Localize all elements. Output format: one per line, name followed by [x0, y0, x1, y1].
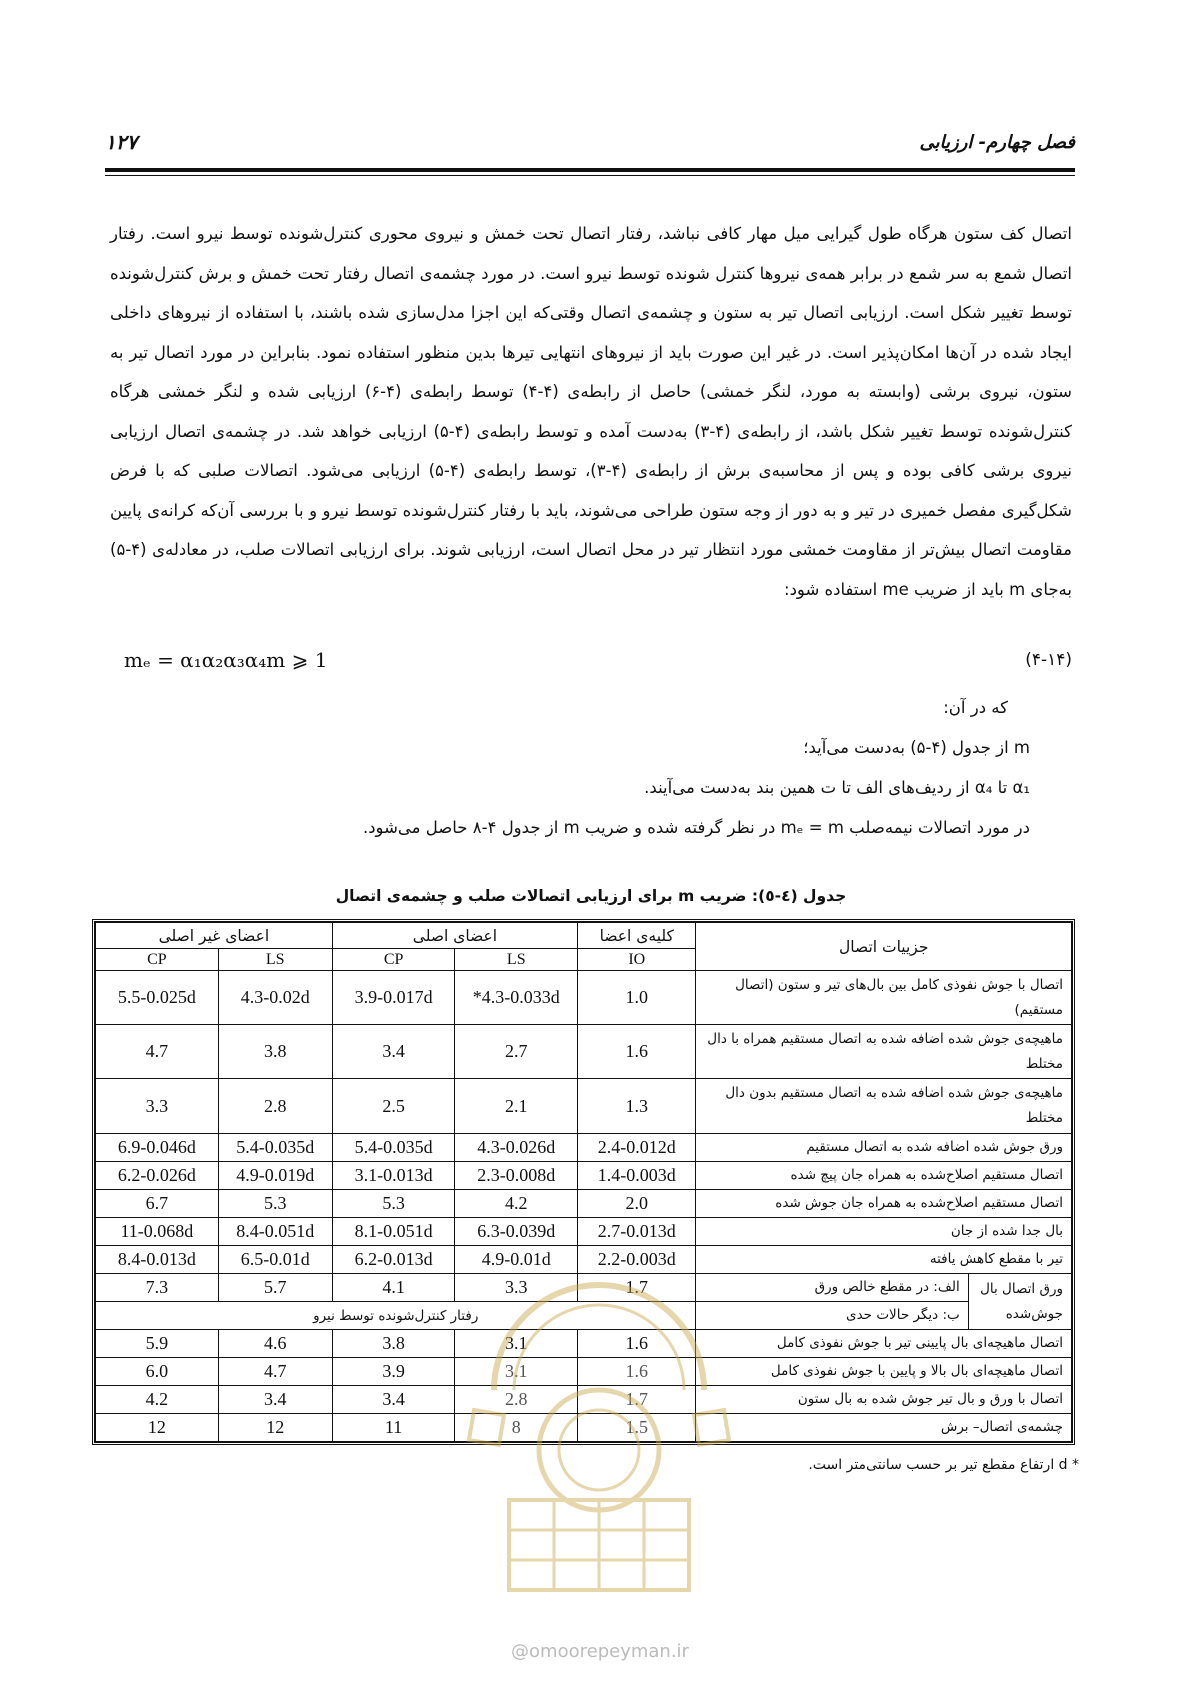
cell-cp-primary: 3.4 [332, 1025, 455, 1079]
watermark-site: @omoorepeyman.ir [511, 1641, 689, 1662]
definitions [110, 688, 1030, 848]
cell-cp-secondary: 6.2-0.026d [96, 1162, 219, 1190]
cell-ls-secondary: 2.8 [218, 1079, 332, 1134]
table-caption: جدول (٤-٥): ضریب m برای ارزیابی اتصالات صلب و چشمه‌ی اتصال [335, 887, 847, 905]
main-paragraph: اتصال کف ستون هرگاه طول گیرایی میل مهار کافی نباشد، رفتار اتصال تحت خمش و نیروی محوری کنترل‌شونده توسط نیرو است. رفتار اتصال شمع به سر شمع در برابر همه‌ی نیروها کنترل شونده توسط نیرو است. در مورد چشمه‌ی اتصال رفتار تحت خمش و برش کنترل‌شونده توسط تغییر شکل است. ارزیابی اتصال تیر به ستون و چشمه‌ی اتصال وقتی‌که این اجزا مدل‌سازی شده باشند، با استفاده از نیروهای داخلی ایجاد شده در آن‌ها امکان‌پذیر است. در غیر این صورت باید از نیروهای انتهایی تیرها بدین منظور استفاده نمود. بنابراین در مورد اتصال تیر به ستون، نیروی برشی (وابسته به مورد، لنگر خمشی) حاصل از رابطه‌ی (۴-۴) توسط رابطه‌ی (۴-۶) ارزیابی شده و لنگر خمشی هرگاه کنترل‌شونده توسط تغییر شکل باشد، از رابطه‌ی (۴-۳) به‌دست آمده و توسط رابطه‌ی (۴-۵) ارزیابی خواهد شد. در چشمه‌ی اتصال ارزیابی نیروی برشی کافی بوده و پس از محاسبه‌ی برش از رابطه‌ی (۴-۳)، توسط رابطه‌ی (۴-۵) ارزیابی می‌شود. اتصالات صلبی که با فرض شکل‌گیری مفصل خمیری در تیر و به دور از وجه ستون طراحی می‌شوند، باید با رفتار کنترل‌شونده توسط نیرو و با بررسی آن‌که کرانه‌ی پایین مقاومت اتصال بیش‌تر از مقاومت خمشی مورد انتظار تیر در محل اتصال است، ارزیابی شوند. برای ارزیابی اتصالات صلب، در معادله‌ی (۴-۵) به‌جای m باید از ضریب me استفاده شود: [110, 224, 1073, 599]
equation-number: (۴-۱۴) [1025, 650, 1072, 670]
cell-ls-primary: 3.3 [455, 1274, 578, 1302]
table-row [96, 1134, 1072, 1162]
table-footnote: * d ارتفاع مقطع تیر بر حسب سانتی‌متر است. [808, 1457, 1079, 1473]
cell-io: 1.4-0.003d [578, 1162, 696, 1190]
row-description: اتصال ماهیچه‌ای بال بالا و پایین با جوش نفوذی کامل [696, 1358, 1072, 1386]
cell-cp-secondary: 6.0 [96, 1358, 219, 1386]
cell-cp-primary: 3.9 [332, 1358, 455, 1386]
cell-ls-secondary: 4.6 [218, 1330, 332, 1358]
header-ls-secondary: LS [218, 949, 332, 971]
cell-cp-secondary: 7.3 [96, 1274, 219, 1302]
cell-cp-secondary: 5.9 [96, 1330, 219, 1358]
cell-ls-primary: 8 [455, 1414, 578, 1442]
page-header [105, 128, 1075, 162]
cell-cp-secondary: 8.4-0.013d [96, 1246, 219, 1274]
cell-io: 1.5 [578, 1414, 696, 1442]
body-text [110, 214, 1072, 609]
cell-ls-primary: 2.7 [455, 1025, 578, 1079]
cell-ls-primary: 4.3-0.033d* [455, 971, 578, 1025]
definition-line: در مورد اتصالات نیمه‌صلب mₑ = m در نظر گرفته شده و ضریب m از جدول ۴-۸ حاصل می‌شود. [362, 818, 1030, 837]
row-description: ماهیچه‌ی جوش شده اضافه شده به اتصال مستقیم همراه با دال مختلط [696, 1025, 1072, 1079]
cell-cp-secondary: 6.7 [96, 1190, 219, 1218]
cell-ls-primary: 4.2 [455, 1190, 578, 1218]
cell-ls-primary: 3.1 [455, 1330, 578, 1358]
cell-io: 2.4-0.012d [578, 1134, 696, 1162]
cell-ls-primary: 2.3-0.008d [455, 1162, 578, 1190]
table-row [96, 1330, 1072, 1358]
cell-cp-primary: 5.3 [332, 1190, 455, 1218]
cell-ls-secondary: 4.7 [218, 1358, 332, 1386]
cell-ls-primary: 6.3-0.039d [455, 1218, 578, 1246]
cell-io: 1.7 [578, 1274, 696, 1302]
header-details: جزییات اتصال [696, 923, 1072, 971]
cell-cp-primary: 2.5 [332, 1079, 455, 1134]
header-rule-thick [105, 168, 1075, 172]
cell-cp-secondary: 4.2 [96, 1386, 219, 1414]
cell-cp-primary: 3.1-0.013d [332, 1162, 455, 1190]
cell-cp-primary: 4.1 [332, 1274, 455, 1302]
header-secondary: اعضای غیر اصلی [96, 923, 333, 949]
table-row [96, 1025, 1072, 1079]
definition-line: m از جدول (۴-۵) به‌دست می‌آید؛ [803, 738, 1030, 757]
header-cp-secondary: CP [96, 949, 219, 971]
m-factor-table [95, 922, 1072, 1442]
row-description: ورق جوش شده اضافه شده به اتصال مستقیم [696, 1134, 1072, 1162]
cell-cp-secondary: 4.7 [96, 1025, 219, 1079]
cell-ls-secondary: 12 [218, 1414, 332, 1442]
cell-io: 1.7 [578, 1386, 696, 1414]
cell-io: 1.6 [578, 1025, 696, 1079]
row-description: چشمه‌ی اتصال– برش [696, 1414, 1072, 1442]
table-row [96, 1190, 1072, 1218]
table-row [96, 1218, 1072, 1246]
cell-ls-primary: 2.1 [455, 1079, 578, 1134]
table-row [96, 971, 1072, 1025]
header-io: IO [578, 949, 696, 971]
cell-ls-secondary: 5.7 [218, 1274, 332, 1302]
merged-force-controlled: رفتار کنترل‌شونده توسط نیرو [96, 1302, 696, 1330]
table-row [96, 1162, 1072, 1190]
cell-ls-secondary: 4.9-0.019d [218, 1162, 332, 1190]
cell-cp-secondary: 6.9-0.046d [96, 1134, 219, 1162]
cell-ls-secondary: 5.3 [218, 1190, 332, 1218]
welded-plate-group-label: ورق اتصال بال جوش‌شده [968, 1274, 1071, 1330]
cell-io: 1.6 [578, 1358, 696, 1386]
cell-ls-secondary: 6.5-0.01d [218, 1246, 332, 1274]
cell-ls-primary: 4.3-0.026d [455, 1134, 578, 1162]
table-row [96, 1079, 1072, 1134]
row-description: اتصال مستقیم اصلاح‌شده به همراه جان جوش شده [696, 1190, 1072, 1218]
cell-ls-primary: 2.8 [455, 1386, 578, 1414]
cell-cp-primary: 3.9-0.017d [332, 971, 455, 1025]
table-row [96, 1274, 1072, 1302]
row-description: اتصال با جوش نفوذی کامل بین بال‌های تیر و ستون (اتصال مستقیم) [696, 971, 1072, 1025]
row-description: بال جدا شده از جان [696, 1218, 1072, 1246]
cell-ls-secondary: 8.4-0.051d [218, 1218, 332, 1246]
row-description: اتصال مستقیم اصلاح‌شده به همراه جان پیچ شده [696, 1162, 1072, 1190]
definition-line: α₁ تا α₄ از ردیف‌های الف تا ت همین بند به‌دست می‌آیند. [644, 778, 1030, 797]
definition-line: که در آن: [943, 698, 1008, 717]
cell-cp-primary: 11 [332, 1414, 455, 1442]
cell-ls-primary: 3.1 [455, 1358, 578, 1386]
row-description: اتصال ماهیچه‌ای بال پایینی تیر با جوش نفوذی کامل [696, 1330, 1072, 1358]
cell-ls-primary: 4.9-0.01d [455, 1246, 578, 1274]
cell-io: 1.0 [578, 971, 696, 1025]
equation-formula: mₑ = α₁α₂α₃α₄m ⩾ 1 [124, 648, 328, 672]
cell-cp-primary: 3.8 [332, 1330, 455, 1358]
chapter-title: فصل چهارم- ارزیابی [919, 132, 1075, 153]
row-description: الف: در مقطع خالص ورق [696, 1274, 968, 1302]
table-row [96, 1302, 1072, 1330]
page-number: ۱۲۷ [105, 130, 138, 154]
row-description: تیر با مقطع کاهش یافته [696, 1246, 1072, 1274]
row-description: ماهیچه‌ی جوش شده اضافه شده به اتصال مستقیم بدون دال مختلط [696, 1079, 1072, 1134]
cell-io: 2.0 [578, 1190, 696, 1218]
cell-io: 2.2-0.003d [578, 1246, 696, 1274]
table-row [96, 1358, 1072, 1386]
header-rule-thin [105, 175, 1075, 176]
header-row [96, 923, 1072, 949]
row-description: اتصال با ورق و بال تیر جوش شده به بال ستون [696, 1386, 1072, 1414]
cell-io: 1.6 [578, 1330, 696, 1358]
cell-ls-secondary: 4.3-0.02d [218, 971, 332, 1025]
table-row [96, 1414, 1072, 1442]
table-row [96, 1246, 1072, 1274]
cell-io: 1.3 [578, 1079, 696, 1134]
cell-ls-secondary: 3.8 [218, 1025, 332, 1079]
header-primary: اعضای اصلی [332, 923, 577, 949]
cell-cp-secondary: 3.3 [96, 1079, 219, 1134]
cell-cp-primary: 3.4 [332, 1386, 455, 1414]
cell-cp-secondary: 11-0.068d [96, 1218, 219, 1246]
cell-cp-primary: 6.2-0.013d [332, 1246, 455, 1274]
header-cp-primary: CP [332, 949, 455, 971]
table-row [96, 1386, 1072, 1414]
cell-ls-secondary: 5.4-0.035d [218, 1134, 332, 1162]
cell-ls-secondary: 3.4 [218, 1386, 332, 1414]
equation-block [110, 648, 1072, 680]
cell-cp-secondary: 5.5-0.025d [96, 971, 219, 1025]
row-description: ب: دیگر حالات حدی [696, 1302, 968, 1330]
header-ls-primary: LS [455, 949, 578, 971]
header-all-members: کلیه‌ی اعضا [578, 923, 696, 949]
cell-cp-primary: 5.4-0.035d [332, 1134, 455, 1162]
cell-cp-primary: 8.1-0.051d [332, 1218, 455, 1246]
cell-io: 2.7-0.013d [578, 1218, 696, 1246]
m-factor-table-frame [92, 919, 1075, 1445]
cell-cp-secondary: 12 [96, 1414, 219, 1442]
